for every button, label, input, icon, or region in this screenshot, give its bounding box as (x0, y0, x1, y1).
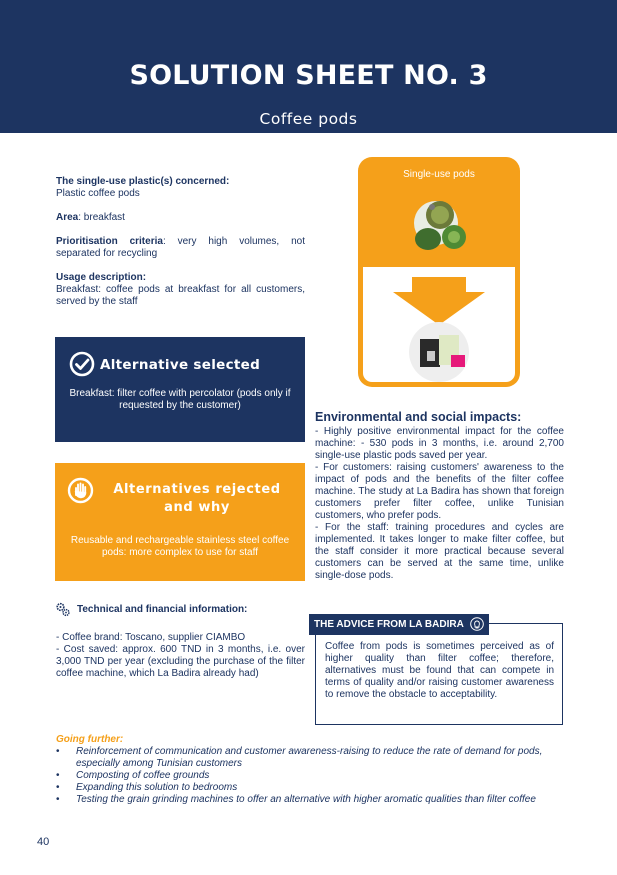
advice-title: THE ADVICE FROM LA BADIRA (314, 619, 464, 630)
stop-hand-icon (67, 477, 94, 504)
alternatives-rejected-text: Reusable and rechargeable stainless steel coffee pods: more complex to use for staff (70, 535, 290, 558)
header-banner (0, 0, 617, 133)
page-title: SOLUTION SHEET NO. 3 (129, 60, 488, 91)
plastic-label: The single-use plastic(s) concerned: (56, 176, 230, 187)
advice-box (315, 623, 563, 725)
page-subtitle: Coffee pods (259, 110, 358, 128)
advice-text: Coffee from pods is sometimes perceived as of higher quality than filter coffee; therefore, alternatives must be found that can compete in terms of quality and/or raising customer awareness to remove the obstacle to acceptability. (325, 641, 554, 700)
criteria-label: Prioritisation criteria (56, 236, 163, 247)
environmental-text: - Highly positive environmental impact for the coffee machine: - 530 pods in 3 months, i.e. around 2,700 single-use plastic pods saved per year. - For customers: raising customers' awareness to the impact of pods and the benefits of the filter coffee machine. The study at La Badira has shown that foreign customers prefer filter coffee, unlike Tunisian customers, who prefer pods. - For the staff: training procedures and cycles are implemented. It takes longer to make filter coffee, but the staff consider it more practical because several customers can be served at the same time, unlike single-dose pods. (315, 426, 564, 581)
alternative-selected-box (55, 337, 305, 442)
usage-label: Usage description: (56, 272, 147, 283)
technical-text (56, 632, 305, 680)
list-item: • Expanding this solution to bedrooms (56, 782, 570, 794)
technical-text-body: - Coffee brand: Toscano, supplier CIAMBO - Cost saved: approx. 600 TND in 3 months, i.e. over 3,000 TND per year (excluding the purchase of the filter coffee machine, which La Badira already had) (56, 632, 305, 679)
page-number: 40 (37, 836, 50, 848)
pods-illustration (358, 157, 520, 387)
area-label: Area (56, 212, 79, 223)
area-value: : breakfast (78, 212, 125, 223)
gears-icon (55, 601, 71, 617)
technical-title: Technical and financial information: (77, 603, 248, 615)
check-circle-icon (69, 351, 95, 377)
going-further-title: Going further: (56, 734, 124, 745)
lightbulb-icon (469, 616, 485, 633)
list-item: • Testing the grain grinding machines to offer an alternative with higher aromatic qualities than filter coffee (56, 794, 570, 806)
environmental-title: Environmental and social impacts: (315, 410, 522, 424)
coffee-pods-image (358, 157, 520, 277)
pods-bottom-panel (358, 267, 520, 387)
alternative-selected-text: Breakfast: filter coffee with percolator (pods only if requested by the customer) (69, 388, 291, 411)
going-further-list (56, 746, 570, 806)
info-section (56, 176, 305, 320)
list-item: • Reinforcement of communication and customer awareness-raising to reduce the rate of demand for pods, especially among Tunisian customers (56, 746, 570, 770)
pods-top-panel (358, 157, 520, 277)
list-item: • Composting of coffee grounds (56, 770, 570, 782)
technical-heading (55, 601, 247, 617)
alternative-selected-title: Alternative selected (100, 357, 261, 373)
advice-header (309, 614, 489, 635)
environmental-section (315, 410, 564, 582)
filter-coffee-machine-image (363, 267, 515, 382)
criteria-value: : very high volumes, not separated for recycling (56, 236, 306, 259)
going-further-section (56, 734, 570, 806)
plastic-value: Plastic coffee pods (56, 188, 140, 199)
alternatives-rejected-title: Alternatives rejected and why (113, 482, 281, 515)
alternatives-rejected-box (55, 463, 305, 581)
pods-label: Single-use pods (403, 169, 475, 180)
usage-value: Breakfast: coffee pods at breakfast for all customers, served by the staff (56, 284, 305, 307)
